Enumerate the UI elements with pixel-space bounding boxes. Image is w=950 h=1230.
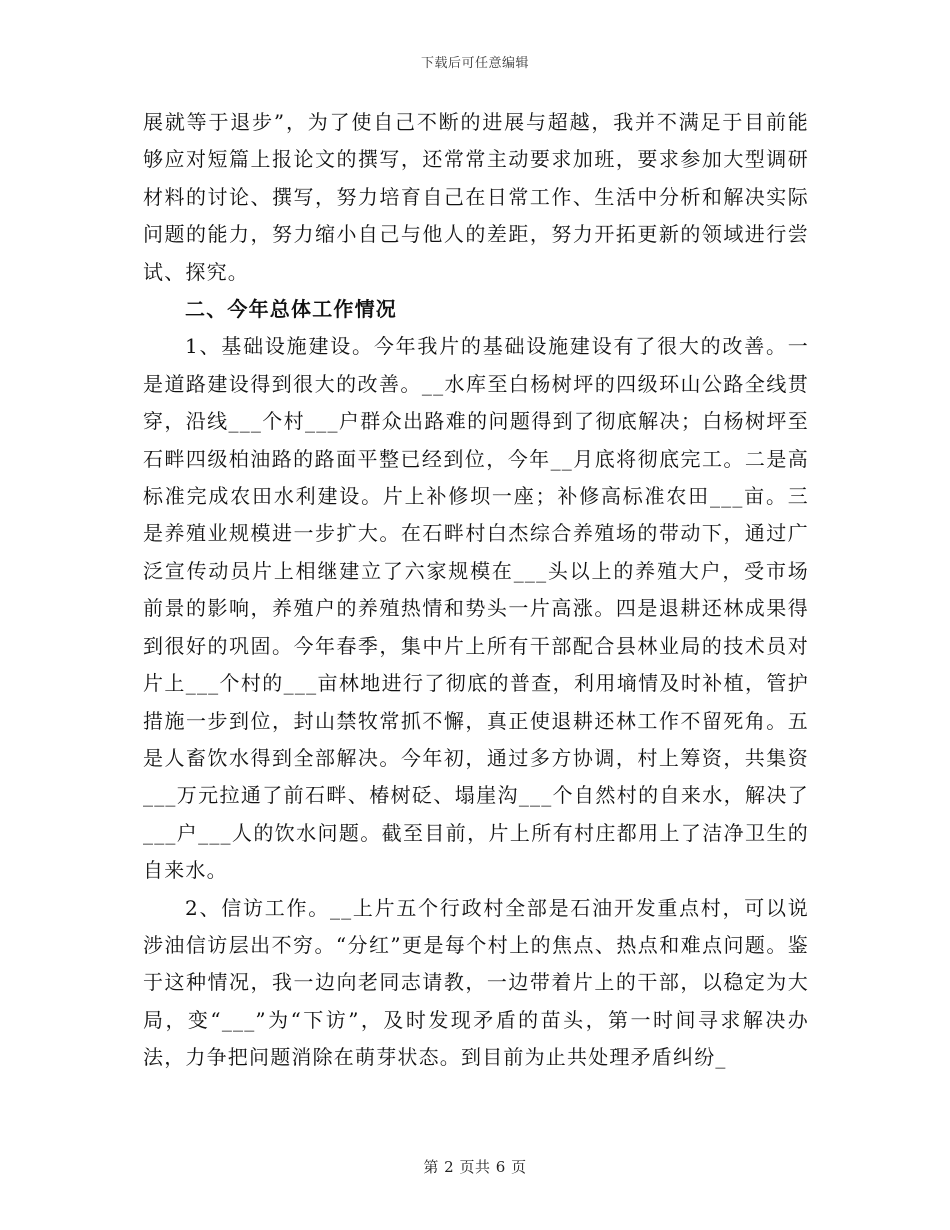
section-heading: 二、今年总体工作情况: [185, 297, 397, 322]
paragraph-continuation: 展就等于退步”，为了使自己不断的进展与超越，我并不满足于目前能够应对短篇上报论文的撰写，还常常主动要求加班，要求参加大型调研材料的讨论、撰写，努力培育自己在日常工作、生活中分析和解决实际问题的能力，努力缩小自己与他人的差距，努力开拓更新的领域进行尝试、探究。: [143, 110, 809, 284]
page-header: 下载后可任意编辑: [420, 56, 529, 71]
page-footer: 第 2 页共 6 页: [423, 1158, 527, 1176]
paragraph-infrastructure: 1、基础设施建设。今年我片的基础设施建设有了很大的改善。一是道路建设得到很大的改善。__水库至白杨树坪的四级环山公路全线贯穿，沿线___个村___户群众出路难的问题得到了彻底解决；白杨树坪至石畔四级柏油路的路面平整已经到位，今年__月底将彻底完工。二是高标准完成农田水利建设。片上补修坝一座；补修高标准农田___亩。三是养殖业规模进一步扩大。在石畔村白杰综合养殖场的带动下，通过广泛宣传动员片上相继建立了六家规模在___头以上的养殖大户，受市场前景的影响，养殖户的养殖热情和势头一片高涨。四是退耕还林成果得到很好的巩固。今年春季，集中片上所有干部配合县林业局的技术员对片上___个村的___亩林地进行了彻底的普查，利用墒情及时补植，管护措施一步到位，封山禁牧常抓不懈，真正使退耕还林工作不留死角。五是人畜饮水得到全部解决。今年初，通过多方协调，村上筹资，共集资___万元拉通了前石畔、椿树砭、塌崖沟___个自然村的自来水，解决了___户___人的饮水问题。截至目前，片上所有村庄都用上了洁净卫生的自来水。: [143, 334, 809, 883]
paragraph-petition-work: 2、信访工作。__上片五个行政村全部是石油开发重点村，可以说涉油信访层出不穷。“分红”更是每个村上的焦点、热点和难点问题。鉴于这种情况，我一边向老同志请教，一边带着片上的干部，以稳定为大局，变“___”为“下访”，及时发现矛盾的苗头，第一时间寻求解决办法，力争把问题消除在萌芽状态。到目前为止共处理矛盾纠纷_: [143, 895, 809, 1070]
document-body: [143, 104, 809, 1077]
